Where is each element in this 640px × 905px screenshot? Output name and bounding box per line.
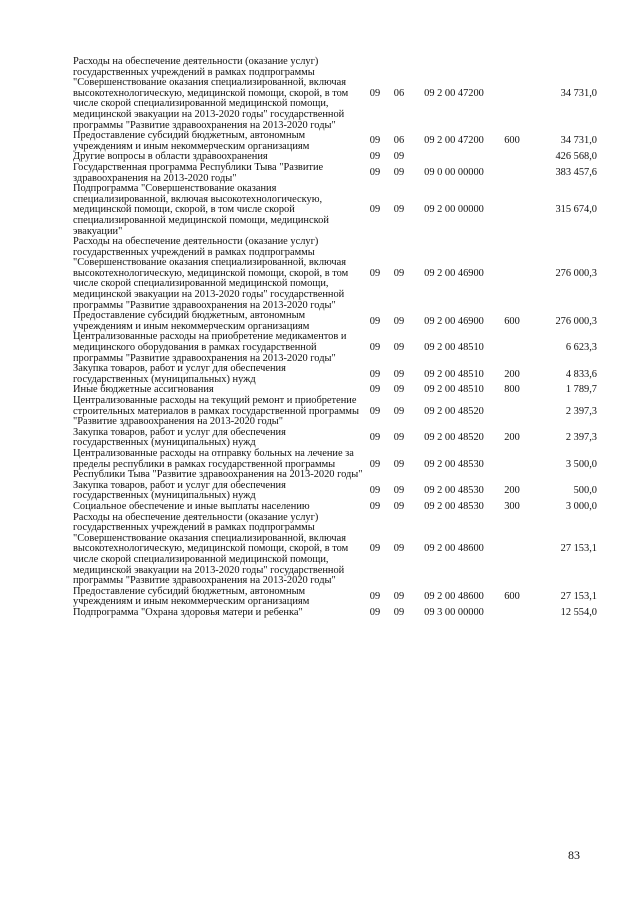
table-row xyxy=(73,184,597,237)
table-row xyxy=(73,513,597,587)
row-subsection-code: 09 xyxy=(393,405,405,417)
row-target-article-code: 09 2 00 48510 xyxy=(424,384,484,396)
row-subsection-code: 09 xyxy=(393,590,405,602)
row-expense-type-code xyxy=(497,237,527,311)
row-name: Подпрограмма "Совершенствование оказания специализированной, включая высокотехнологическую, медицинской помощи, скорой, в том числе скорой специализированной медицинской помощи, медицинской эвакуации" xyxy=(73,183,329,237)
row-name: Централизованные расходы на текущий ремонт и приобретение строительных материалов в рамках государственной программы "Развитие здравоохранения на 2013-2020 годы" xyxy=(73,395,359,428)
row-name: Другие вопросы в области здравоохранения xyxy=(73,151,268,163)
row-expense-type-code xyxy=(497,152,527,163)
row-name: Предоставление субсидий бюджетным, автономным учреждениям и иным некоммерческим организациям xyxy=(73,130,310,152)
row-amount: 6 623,3 xyxy=(565,342,597,354)
row-section-code: 09 xyxy=(369,368,381,380)
row-section-code: 09 xyxy=(369,500,381,512)
row-section-code: 09 xyxy=(369,606,381,618)
row-subsection-code: 09 xyxy=(393,543,405,555)
row-subsection-code: 09 xyxy=(393,204,405,216)
row-amount: 3 000,0 xyxy=(565,500,597,512)
row-subsection-code: 09 xyxy=(393,606,405,618)
budget-table-body xyxy=(73,57,597,618)
budget-table xyxy=(73,57,597,618)
row-name: Расходы на обеспечение деятельности (оказание услуг) государственных учреждений в рамках подпрограммы "Совершенствование оказания специализированной, включая высокотехнологическую, медицинской помощи, скорой, в том числе скорой специализированной медицинской помощи, медицинской эвакуации на 2013-2020 годы" государственной программы "Развитие здравоохранения на 2013-2020 годы" xyxy=(73,56,349,131)
row-expense-type-code: 800 xyxy=(504,384,520,396)
row-section-code: 09 xyxy=(369,432,381,444)
row-target-article-code: 09 2 00 48530 xyxy=(424,500,484,512)
row-amount: 34 731,0 xyxy=(560,135,597,147)
row-target-article-code: 09 2 00 48510 xyxy=(424,342,484,354)
table-row xyxy=(73,311,597,332)
table-row xyxy=(73,57,597,131)
row-expense-type-code xyxy=(497,449,527,481)
row-expense-type-code: 600 xyxy=(504,315,520,327)
row-name: Централизованные расходы на приобретение медикаментов и медицинского оборудования в рамках государственной программы "Развитие здравоохранения на 2013-2020 годы" xyxy=(73,331,347,364)
row-expense-type-code: 200 xyxy=(504,432,520,444)
row-amount: 383 457,6 xyxy=(555,167,597,179)
table-row xyxy=(73,332,597,364)
table-row xyxy=(73,396,597,428)
row-amount: 500,0 xyxy=(573,485,597,497)
table-row xyxy=(73,587,597,608)
row-expense-type-code xyxy=(497,57,527,131)
row-target-article-code: 09 2 00 47200 xyxy=(424,135,484,147)
row-expense-type-code xyxy=(497,396,527,428)
row-section-code: 09 xyxy=(369,543,381,555)
row-name: Предоставление субсидий бюджетным, автономным учреждениям и иным некоммерческим организациям xyxy=(73,310,310,332)
row-target-article-code: 09 2 00 48600 xyxy=(424,543,484,555)
row-expense-type-code: 200 xyxy=(504,368,520,380)
row-name: Подпрограмма "Охрана здоровья матери и ребенка" xyxy=(73,606,303,618)
row-amount: 34 731,0 xyxy=(560,87,597,99)
row-expense-type-code xyxy=(497,513,527,587)
row-name: Иные бюджетные ассигнования xyxy=(73,384,214,396)
row-target-article-code: 09 2 00 48520 xyxy=(424,405,484,417)
table-row xyxy=(73,449,597,481)
row-section-code: 09 xyxy=(369,485,381,497)
row-name: Государственная программа Республики Тыва "Развитие здравоохранения на 2013-2020 годы" xyxy=(73,161,324,184)
row-expense-type-code: 200 xyxy=(504,485,520,497)
row-target-article-code: 09 2 00 48600 xyxy=(424,590,484,602)
row-expense-type-code xyxy=(497,163,527,184)
row-expense-type-code xyxy=(497,184,527,237)
table-row xyxy=(73,428,597,449)
row-target-article-code: 09 2 00 48530 xyxy=(424,485,484,497)
row-subsection-code: 09 xyxy=(393,315,405,327)
row-target-article-code xyxy=(411,152,497,163)
table-row xyxy=(73,364,597,385)
row-section-code: 09 xyxy=(369,315,381,327)
row-expense-type-code xyxy=(497,332,527,364)
row-section-code: 09 xyxy=(369,204,381,216)
row-target-article-code: 09 2 00 48510 xyxy=(424,368,484,380)
row-subsection-code: 06 xyxy=(393,87,405,99)
row-target-article-code: 09 2 00 00000 xyxy=(424,204,484,216)
row-amount: 27 153,1 xyxy=(560,590,597,602)
row-section-code: 09 xyxy=(369,151,381,163)
row-subsection-code: 09 xyxy=(393,500,405,512)
row-target-article-code: 09 2 00 48530 xyxy=(424,458,484,470)
row-target-article-code: 09 0 00 00000 xyxy=(424,167,484,179)
row-target-article-code: 09 2 00 46900 xyxy=(424,315,484,327)
row-subsection-code: 09 xyxy=(393,384,405,396)
row-target-article-code: 09 2 00 48520 xyxy=(424,432,484,444)
row-amount: 426 568,0 xyxy=(555,151,597,163)
row-section-code: 09 xyxy=(369,342,381,354)
row-subsection-code: 09 xyxy=(393,368,405,380)
table-row xyxy=(73,237,597,311)
row-amount: 276 000,3 xyxy=(555,267,597,279)
row-name: Закупка товаров, работ и услуг для обеспечения государственных (муниципальных) нужд xyxy=(73,479,286,502)
row-name: Расходы на обеспечение деятельности (оказание услуг) государственных учреждений в рамках подпрограммы "Совершенствование оказания специализированной, включая высокотехнологическую, медицинской помощи, скорой, в том числе скорой специализированной медицинской помощи, медицинской эвакуации на 2013-2020 годы" государственной программы "Развитие здравоохранения на 2013-2020 годы" xyxy=(73,511,349,587)
row-name: Закупка товаров, работ и услуг для обеспечения государственных (муниципальных) нужд xyxy=(73,363,286,385)
row-amount: 315 674,0 xyxy=(555,204,597,216)
row-section-code: 09 xyxy=(369,135,381,147)
row-name: Предоставление субсидий бюджетным, автономным учреждениям и иным некоммерческим организациям xyxy=(73,585,310,608)
row-subsection-code: 09 xyxy=(393,167,405,179)
row-section-code: 09 xyxy=(369,405,381,417)
row-section-code: 09 xyxy=(369,267,381,279)
row-subsection-code: 09 xyxy=(393,458,405,470)
row-amount: 12 554,0 xyxy=(560,606,597,618)
table-row xyxy=(73,502,597,513)
row-subsection-code: 06 xyxy=(393,135,405,147)
row-subsection-code: 09 xyxy=(393,267,405,279)
table-row xyxy=(73,608,597,619)
row-subsection-code: 09 xyxy=(393,485,405,497)
row-amount: 2 397,3 xyxy=(565,405,597,417)
row-section-code: 09 xyxy=(369,590,381,602)
row-expense-type-code: 600 xyxy=(504,135,520,147)
row-amount: 3 500,0 xyxy=(565,458,597,470)
row-target-article-code: 09 2 00 47200 xyxy=(424,87,484,99)
row-amount: 2 397,3 xyxy=(565,432,597,444)
page-number: 83 xyxy=(568,848,580,862)
row-subsection-code: 09 xyxy=(393,432,405,444)
row-amount: 1 789,7 xyxy=(565,384,597,396)
row-target-article-code: 09 3 00 00000 xyxy=(424,606,484,618)
table-row xyxy=(73,481,597,502)
row-expense-type-code xyxy=(497,608,527,619)
row-subsection-code: 09 xyxy=(393,342,405,354)
row-subsection-code: 09 xyxy=(393,151,405,163)
row-name: Централизованные расходы на отправку больных на лечение за пределы республики в рамках государственной программы Республики Тыва "Развитие здравоохранения на 2013-2020 годы" xyxy=(73,447,363,481)
row-name: Закупка товаров, работ и услуг для обеспечения государственных (муниципальных) нужд xyxy=(73,426,286,449)
table-row xyxy=(73,163,597,184)
row-amount: 4 833,6 xyxy=(565,368,597,380)
row-target-article-code: 09 2 00 46900 xyxy=(424,267,484,279)
row-section-code: 09 xyxy=(369,87,381,99)
table-row xyxy=(73,131,597,152)
row-section-code: 09 xyxy=(369,458,381,470)
row-section-code: 09 xyxy=(369,167,381,179)
row-amount: 276 000,3 xyxy=(555,315,597,327)
row-name: Социальное обеспечение и иные выплаты населению xyxy=(73,500,310,512)
row-expense-type-code: 600 xyxy=(504,590,520,602)
row-expense-type-code: 300 xyxy=(504,500,520,512)
row-amount: 27 153,1 xyxy=(560,543,597,555)
row-name: Расходы на обеспечение деятельности (оказание услуг) государственных учреждений в рамках подпрограммы "Совершенствование оказания специализированной, включая высокотехнологическую, медицинской помощи, скорой, в том числе скорой специализированной медицинской помощи, медицинской эвакуации на 2013-2020 годы" государственной программы "Развитие здравоохранения на 2013-2020 годы" xyxy=(73,236,349,311)
row-section-code: 09 xyxy=(369,384,381,396)
